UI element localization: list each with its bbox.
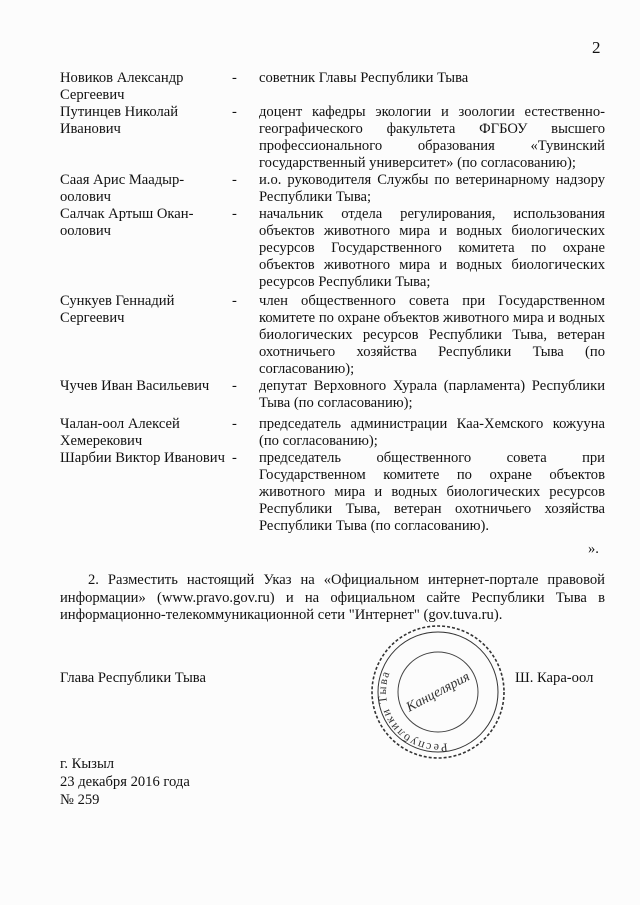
member-row (60, 172, 605, 206)
member-row (60, 450, 605, 535)
member-dash: - (232, 172, 237, 188)
closing-quote: ». (588, 541, 599, 557)
member-role: председатель общественного совета при Государственном комитете по охране объектов животного мира и водных биологических ресурсов Республики Тыва, ветеран охотничьего хозяйства Республики Тыва (по согласованию). (259, 450, 605, 534)
member-row (60, 70, 605, 104)
member-row (60, 104, 605, 172)
signatory-name: Ш. Кара-оол (515, 670, 594, 686)
member-name: Саая Арис Маадыр-оолович (60, 172, 185, 205)
member-dash: - (232, 416, 237, 432)
document-footer (60, 755, 190, 809)
commission-members-list (60, 70, 605, 535)
member-dash: - (232, 450, 237, 466)
member-role: член общественного совета при Государственном комитете по охране объектов животного мира и водных биологических ресурсов Республики Тыва, ветеран охотничьего хозяйства Республики Тыва (по согласованию); (259, 293, 605, 377)
member-row (60, 416, 605, 450)
member-dash: - (232, 293, 237, 309)
member-name: Новиков Александр Сергеевич (60, 70, 184, 103)
member-name: Чалан-оол Алексей Хемерекович (60, 416, 180, 449)
member-name: Путинцев Николай Иванович (60, 104, 179, 137)
member-name: Салчак Артыш Окан-оолович (60, 206, 194, 239)
publication-paragraph: 2. Разместить настоящий Указ на «Официальном интернет-портале правовой информации» (www.pravo.gov.ru) и на официальном сайте Республики Тыва в информационно-телекоммуникационной сети "Интернет" (gov.tuva.ru). (60, 572, 605, 623)
stamp-center-text: Канцелярия (403, 669, 473, 716)
member-row (60, 293, 605, 378)
member-dash: - (232, 378, 237, 394)
member-role: и.о. руководителя Службы по ветеринарному надзору Республики Тыва; (259, 172, 605, 205)
member-dash: - (232, 206, 237, 222)
member-role: председатель администрации Каа-Хемского кожууна (по согласованию); (259, 416, 605, 449)
official-stamp (368, 622, 508, 762)
member-role: доцент кафедры экологии и зоологии естественно-географического факультета ФГБОУ высшего профессионального образования «Тувинский государственный университет» (по согласованию); (259, 104, 605, 171)
page-number: 2 (592, 38, 601, 57)
decree-number: № 259 (60, 792, 100, 808)
signatory-title: Глава Республики Тыва (60, 670, 206, 686)
member-name: Чучев Иван Васильевич (60, 378, 210, 394)
member-dash: - (232, 70, 237, 86)
member-dash: - (232, 104, 237, 120)
member-role: депутат Верховного Хурала (парламента) Республики Тыва (по согласованию); (259, 378, 605, 411)
member-row (60, 378, 605, 412)
issue-city: г. Кызыл (60, 756, 115, 772)
member-role: начальник отдела регулирования, использования объектов животного мира и водных биологических ресурсов Государственного комитета по охране объектов животного мира и водных биологических ресурсов Республики Тыва; (259, 206, 605, 290)
issue-date: 23 декабря 2016 года (60, 774, 190, 790)
member-row (60, 206, 605, 291)
member-name: Шарбии Виктор Иванович (60, 450, 225, 466)
stamp-ring-text: Республики Тыва (374, 668, 449, 756)
member-name: Сункуев Геннадий Сергеевич (60, 293, 175, 326)
member-role: советник Главы Республики Тыва (259, 70, 469, 86)
